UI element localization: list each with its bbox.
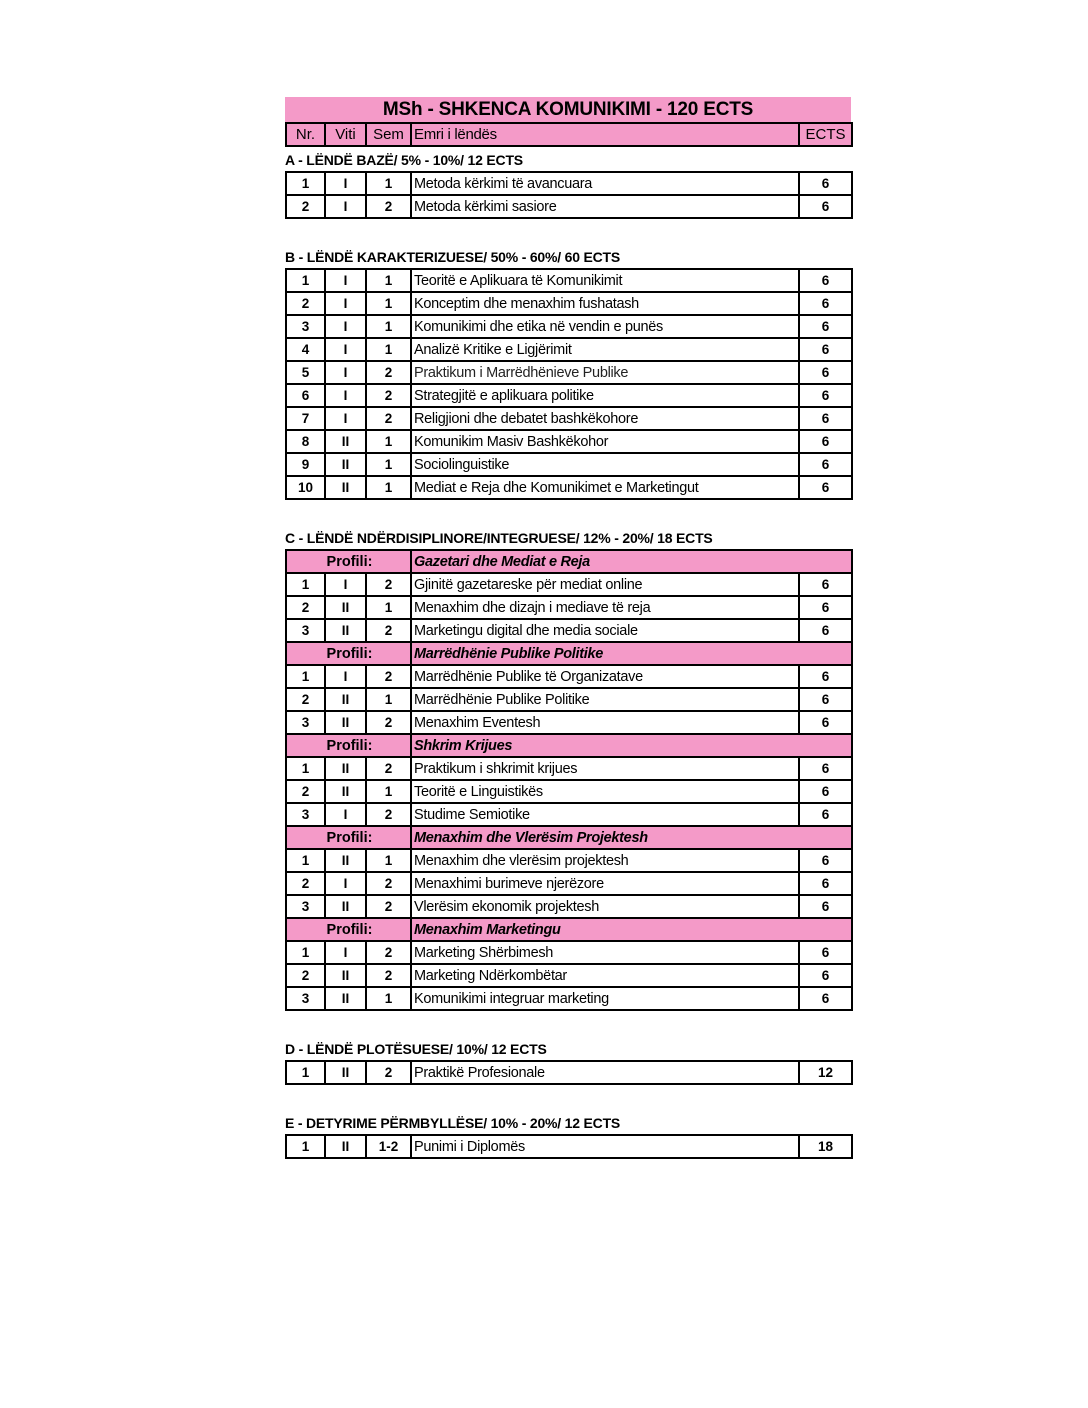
- course-nr: 2: [286, 195, 325, 218]
- course-name: Menaxhim dhe dizajn i mediave të reja: [411, 596, 799, 619]
- course-ects: 12: [799, 1061, 852, 1084]
- course-ects: 6: [799, 711, 852, 734]
- course-ects: 6: [799, 195, 852, 218]
- course-year: II: [325, 1061, 366, 1084]
- course-ects: 6: [799, 895, 852, 918]
- course-ects: 6: [799, 964, 852, 987]
- course-semester: 2: [366, 1061, 411, 1084]
- courses-table-sectionD: [285, 1060, 853, 1085]
- course-year: I: [325, 384, 366, 407]
- course-year: II: [325, 987, 366, 1010]
- header-viti: Viti: [325, 123, 366, 146]
- course-row: [286, 872, 852, 895]
- course-semester: 2: [366, 573, 411, 596]
- course-row: [286, 665, 852, 688]
- course-nr: 2: [286, 596, 325, 619]
- courses-table-sectionC: [285, 549, 853, 1011]
- course-nr: 3: [286, 315, 325, 338]
- course-name: Marrëdhënie Publike të Organizatave: [411, 665, 799, 688]
- course-row: [286, 688, 852, 711]
- course-nr: 5: [286, 361, 325, 384]
- course-ects: 6: [799, 384, 852, 407]
- course-name: Marketing Ndërkombëtar: [411, 964, 799, 987]
- section-spacer: [285, 1011, 851, 1036]
- course-semester: 2: [366, 872, 411, 895]
- course-year: II: [325, 964, 366, 987]
- course-nr: 6: [286, 384, 325, 407]
- course-row: [286, 384, 852, 407]
- course-nr: 2: [286, 964, 325, 987]
- document-title: MSh - SHKENCA KOMUNIKIMI - 120 ECTS: [285, 97, 851, 122]
- course-ects: 6: [799, 665, 852, 688]
- course-nr: 7: [286, 407, 325, 430]
- course-nr: 1: [286, 269, 325, 292]
- course-semester: 2: [366, 361, 411, 384]
- course-name: Menaxhim dhe vlerësim projektesh: [411, 849, 799, 872]
- course-year: II: [325, 619, 366, 642]
- course-year: II: [325, 476, 366, 499]
- course-ects: 6: [799, 849, 852, 872]
- course-year: II: [325, 688, 366, 711]
- course-semester: 1: [366, 338, 411, 361]
- course-nr: 1: [286, 941, 325, 964]
- section-spacer: [285, 500, 851, 525]
- course-name: Metoda kërkimi sasiore: [411, 195, 799, 218]
- section-title-sectionB: B - LËNDË KARAKTERIZUESE/ 50% - 60%/ 60 ECTS: [285, 249, 621, 265]
- course-row: [286, 895, 852, 918]
- course-ects: 6: [799, 780, 852, 803]
- course-name: Studime Semiotike: [411, 803, 799, 826]
- course-semester: 1: [366, 269, 411, 292]
- course-year: I: [325, 195, 366, 218]
- course-semester: 2: [366, 895, 411, 918]
- course-name: Metoda kërkimi të avancuara: [411, 172, 799, 195]
- section-spacer: [285, 1085, 851, 1110]
- course-ects: 6: [799, 688, 852, 711]
- course-year: I: [325, 407, 366, 430]
- course-year: I: [325, 803, 366, 826]
- course-semester: 1: [366, 453, 411, 476]
- course-year: I: [325, 872, 366, 895]
- profile-label: Profili:: [286, 918, 411, 941]
- course-semester: 1: [366, 292, 411, 315]
- course-year: I: [325, 665, 366, 688]
- course-row: [286, 987, 852, 1010]
- course-name: Komunikim Masiv Bashkëkohor: [411, 430, 799, 453]
- course-nr: 3: [286, 619, 325, 642]
- course-semester: 2: [366, 941, 411, 964]
- profile-name: Menaxhim dhe Vlerësim Projektesh: [411, 826, 852, 849]
- profile-label: Profili:: [286, 550, 411, 573]
- profile-row: [286, 642, 852, 665]
- course-nr: 1: [286, 1135, 325, 1158]
- course-semester: 2: [366, 665, 411, 688]
- course-semester: 1: [366, 476, 411, 499]
- course-name: Komunikimi dhe etika në vendin e punës: [411, 315, 799, 338]
- course-nr: 2: [286, 292, 325, 315]
- courses-table-sectionE: [285, 1134, 853, 1159]
- course-ects: 6: [799, 573, 852, 596]
- course-ects: 6: [799, 407, 852, 430]
- course-ects: 6: [799, 315, 852, 338]
- profile-row: [286, 826, 852, 849]
- course-name: Praktikum i shkrimit krijues: [411, 757, 799, 780]
- profile-row: [286, 734, 852, 757]
- course-row: [286, 596, 852, 619]
- course-semester: 2: [366, 757, 411, 780]
- course-semester: 1: [366, 315, 411, 338]
- course-nr: 9: [286, 453, 325, 476]
- course-nr: 10: [286, 476, 325, 499]
- course-year: II: [325, 895, 366, 918]
- header-sem: Sem: [366, 123, 411, 146]
- course-name: Religjioni dhe debatet bashkëkohore: [411, 407, 799, 430]
- course-ects: 6: [799, 872, 852, 895]
- course-semester: 2: [366, 964, 411, 987]
- course-row: [286, 757, 852, 780]
- profile-label: Profili:: [286, 642, 411, 665]
- sections-container: [285, 147, 851, 1159]
- course-name: Gjinitë gazetareske për mediat online: [411, 573, 799, 596]
- course-name: Teoritë e Linguistikës: [411, 780, 799, 803]
- course-semester: 1: [366, 596, 411, 619]
- profile-row: [286, 918, 852, 941]
- course-name: Praktikum i Marrëdhënieve Publike: [411, 361, 799, 384]
- courses-table-sectionB: [285, 268, 853, 500]
- course-semester: 1: [366, 688, 411, 711]
- course-year: II: [325, 757, 366, 780]
- course-nr: 1: [286, 1061, 325, 1084]
- profile-label: Profili:: [286, 826, 411, 849]
- profile-name: Menaxhim Marketingu: [411, 918, 852, 941]
- course-semester: 2: [366, 384, 411, 407]
- profile-row: [286, 550, 852, 573]
- course-year: I: [325, 172, 366, 195]
- header-nr: Nr.: [286, 123, 325, 146]
- course-nr: 2: [286, 872, 325, 895]
- course-semester: 1: [366, 987, 411, 1010]
- course-year: I: [325, 361, 366, 384]
- course-ects: 6: [799, 987, 852, 1010]
- course-nr: 1: [286, 573, 325, 596]
- course-name: Marrëdhënie Publike Politike: [411, 688, 799, 711]
- course-nr: 2: [286, 688, 325, 711]
- course-row: [286, 573, 852, 596]
- course-ects: 6: [799, 619, 852, 642]
- course-semester: 2: [366, 619, 411, 642]
- course-year: II: [325, 849, 366, 872]
- course-row: [286, 964, 852, 987]
- course-name: Analizë Kritike e Ligjërimit: [411, 338, 799, 361]
- course-nr: 1: [286, 757, 325, 780]
- course-row: [286, 453, 852, 476]
- header-ects: ECTS: [799, 123, 852, 146]
- course-semester: 1-2: [366, 1135, 411, 1158]
- course-semester: 1: [366, 430, 411, 453]
- course-ects: 6: [799, 803, 852, 826]
- course-ects: 6: [799, 292, 852, 315]
- course-row: [286, 172, 852, 195]
- course-ects: 6: [799, 172, 852, 195]
- course-ects: 6: [799, 269, 852, 292]
- course-name: Marketing Shërbimesh: [411, 941, 799, 964]
- course-name: Mediat e Reja dhe Komunikimet e Marketingut: [411, 476, 799, 499]
- profile-name: Shkrim Krijues: [411, 734, 852, 757]
- course-semester: 2: [366, 407, 411, 430]
- course-name: Teoritë e Aplikuara të Komunikimit: [411, 269, 799, 292]
- course-ects: 6: [799, 596, 852, 619]
- course-row: [286, 338, 852, 361]
- profile-label: Profili:: [286, 734, 411, 757]
- header-table: [285, 122, 853, 147]
- course-row: [286, 315, 852, 338]
- course-row: [286, 195, 852, 218]
- section-title-sectionD: D - LËNDË PLOTËSUESE/ 10%/ 12 ECTS: [285, 1041, 547, 1057]
- course-year: II: [325, 780, 366, 803]
- section-title-sectionE: E - DETYRIME PËRMBYLLËSE/ 10% - 20%/ 12 ECTS: [285, 1115, 621, 1131]
- course-nr: 3: [286, 895, 325, 918]
- course-nr: 8: [286, 430, 325, 453]
- header-name: Emri i lëndës: [411, 123, 799, 146]
- course-year: II: [325, 430, 366, 453]
- course-nr: 1: [286, 849, 325, 872]
- course-nr: 4: [286, 338, 325, 361]
- course-row: [286, 780, 852, 803]
- profile-name: Marrëdhënie Publike Politike: [411, 642, 852, 665]
- course-ects: 6: [799, 361, 852, 384]
- course-nr: 2: [286, 780, 325, 803]
- course-year: II: [325, 1135, 366, 1158]
- course-row: [286, 407, 852, 430]
- course-row: [286, 476, 852, 499]
- course-row: [286, 619, 852, 642]
- course-year: II: [325, 596, 366, 619]
- course-row: [286, 803, 852, 826]
- course-year: II: [325, 453, 366, 476]
- course-row: [286, 711, 852, 734]
- column-header-row: [286, 123, 852, 146]
- course-ects: 6: [799, 476, 852, 499]
- course-year: I: [325, 315, 366, 338]
- course-row: [286, 1061, 852, 1084]
- section-title-sectionC: C - LËNDË NDËRDISIPLINORE/INTEGRUESE/ 12% - 20%/ 18 ECTS: [285, 530, 713, 546]
- course-name: Praktikë Profesionale: [411, 1061, 799, 1084]
- section-spacer: [285, 219, 851, 244]
- course-semester: 2: [366, 711, 411, 734]
- course-ects: 6: [799, 338, 852, 361]
- course-year: I: [325, 269, 366, 292]
- course-row: [286, 430, 852, 453]
- section-title-sectionA: A - LËNDË BAZË/ 5% - 10%/ 12 ECTS: [285, 152, 523, 168]
- course-name: Konceptim dhe menaxhim fushatash: [411, 292, 799, 315]
- course-semester: 1: [366, 172, 411, 195]
- course-nr: 3: [286, 803, 325, 826]
- course-year: II: [325, 711, 366, 734]
- course-year: I: [325, 941, 366, 964]
- course-ects: 6: [799, 757, 852, 780]
- course-name: Komunikimi integruar marketing: [411, 987, 799, 1010]
- course-row: [286, 849, 852, 872]
- course-row: [286, 1135, 852, 1158]
- course-name: Vlerësim ekonomik projektesh: [411, 895, 799, 918]
- course-name: Menaxhimi burimeve njerëzore: [411, 872, 799, 895]
- course-year: I: [325, 292, 366, 315]
- course-semester: 1: [366, 849, 411, 872]
- course-row: [286, 292, 852, 315]
- course-ects: 6: [799, 941, 852, 964]
- course-year: I: [325, 573, 366, 596]
- course-nr: 3: [286, 987, 325, 1010]
- course-name: Strategjitë e aplikuara politike: [411, 384, 799, 407]
- course-name: Marketingu digital dhe media sociale: [411, 619, 799, 642]
- course-year: I: [325, 338, 366, 361]
- course-name: Sociolinguistike: [411, 453, 799, 476]
- course-nr: 1: [286, 665, 325, 688]
- course-semester: 1: [366, 780, 411, 803]
- course-row: [286, 269, 852, 292]
- course-nr: 1: [286, 172, 325, 195]
- curriculum-document: [285, 97, 851, 1159]
- course-name: Punimi i Diplomës: [411, 1135, 799, 1158]
- courses-table-sectionA: [285, 171, 853, 219]
- course-semester: 2: [366, 803, 411, 826]
- course-ects: 6: [799, 430, 852, 453]
- profile-name: Gazetari dhe Mediat e Reja: [411, 550, 852, 573]
- course-ects: 6: [799, 453, 852, 476]
- course-ects: 18: [799, 1135, 852, 1158]
- course-semester: 2: [366, 195, 411, 218]
- course-row: [286, 361, 852, 384]
- course-name: Menaxhim Eventesh: [411, 711, 799, 734]
- course-nr: 3: [286, 711, 325, 734]
- course-row: [286, 941, 852, 964]
